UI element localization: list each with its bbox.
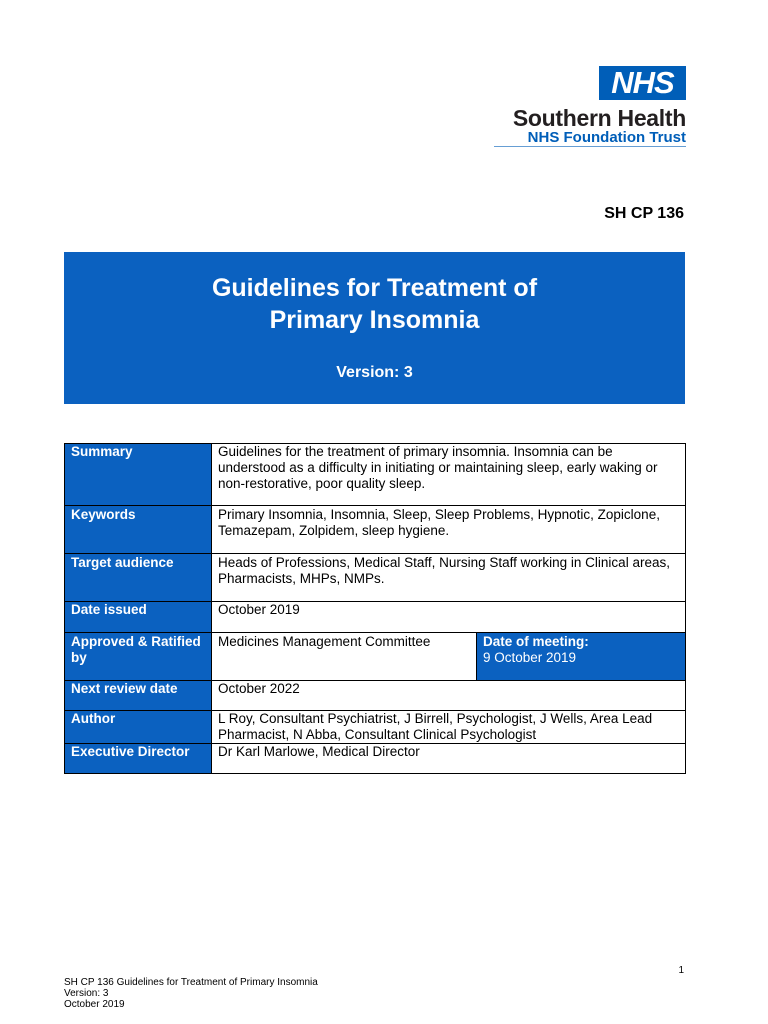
meeting-date-label: Date of meeting: — [483, 634, 589, 649]
approved-label: Approved & Ratified by — [65, 633, 212, 681]
page-footer — [64, 977, 318, 1010]
table-row — [65, 744, 686, 774]
org-subtitle: NHS Foundation Trust — [527, 129, 686, 146]
meeting-date-value: 9 October 2019 — [483, 650, 577, 665]
approved-value: Medicines Management Committee — [212, 633, 477, 681]
nhs-logo — [494, 66, 686, 148]
nhs-wordmark: NHS — [599, 66, 686, 100]
meeting-date-cell — [477, 633, 686, 681]
document-title — [64, 272, 685, 336]
target-audience-label: Target audience — [65, 554, 212, 602]
table-row — [65, 681, 686, 711]
summary-label: Summary — [65, 444, 212, 506]
author-label: Author — [65, 711, 212, 744]
summary-value: Guidelines for the treatment of primary insomnia. Insomnia can be understood as a difficulty in initiating or maintaining sleep, early waking or non-restorative, poor quality sleep. — [212, 444, 686, 506]
document-info-table — [64, 443, 686, 774]
page-number: 1 — [678, 965, 684, 976]
document-version: Version: 3 — [336, 364, 413, 381]
executive-director-label: Executive Director — [65, 744, 212, 774]
table-row — [65, 711, 686, 744]
next-review-value: October 2022 — [212, 681, 686, 711]
keywords-label: Keywords — [65, 506, 212, 554]
executive-director-value: Dr Karl Marlowe, Medical Director — [212, 744, 686, 774]
date-issued-label: Date issued — [65, 602, 212, 633]
footer-title: SH CP 136 Guidelines for Treatment of Primary Insomnia — [64, 977, 318, 988]
next-review-label: Next review date — [65, 681, 212, 711]
date-issued-value: October 2019 — [212, 602, 686, 633]
table-row — [65, 602, 686, 633]
table-row — [65, 554, 686, 602]
document-reference: SH CP 136 — [604, 205, 684, 222]
table-row — [65, 633, 686, 681]
org-name: Southern Health — [512, 105, 686, 131]
keywords-value: Primary Insomnia, Insomnia, Sleep, Sleep Problems, Hypnotic, Zopiclone, Temazepam, Zolpidem, sleep hygiene. — [212, 506, 686, 554]
table-row — [65, 506, 686, 554]
target-audience-value: Heads of Professions, Medical Staff, Nursing Staff working in Clinical areas, Pharmacists, MHPs, NMPs. — [212, 554, 686, 602]
table-row — [65, 444, 686, 506]
author-value: L Roy, Consultant Psychiatrist, J Birrell, Psychologist, J Wells, Area Lead Pharmacist, N Abba, Consultant Clinical Psychologist — [212, 711, 686, 744]
title-line-2: Primary Insomnia — [269, 306, 480, 334]
footer-version: Version: 3 — [64, 988, 109, 999]
title-line-1: Guidelines for Treatment of — [211, 274, 538, 302]
logo-divider — [494, 146, 686, 147]
title-banner — [64, 252, 685, 404]
footer-date: October 2019 — [64, 999, 125, 1010]
